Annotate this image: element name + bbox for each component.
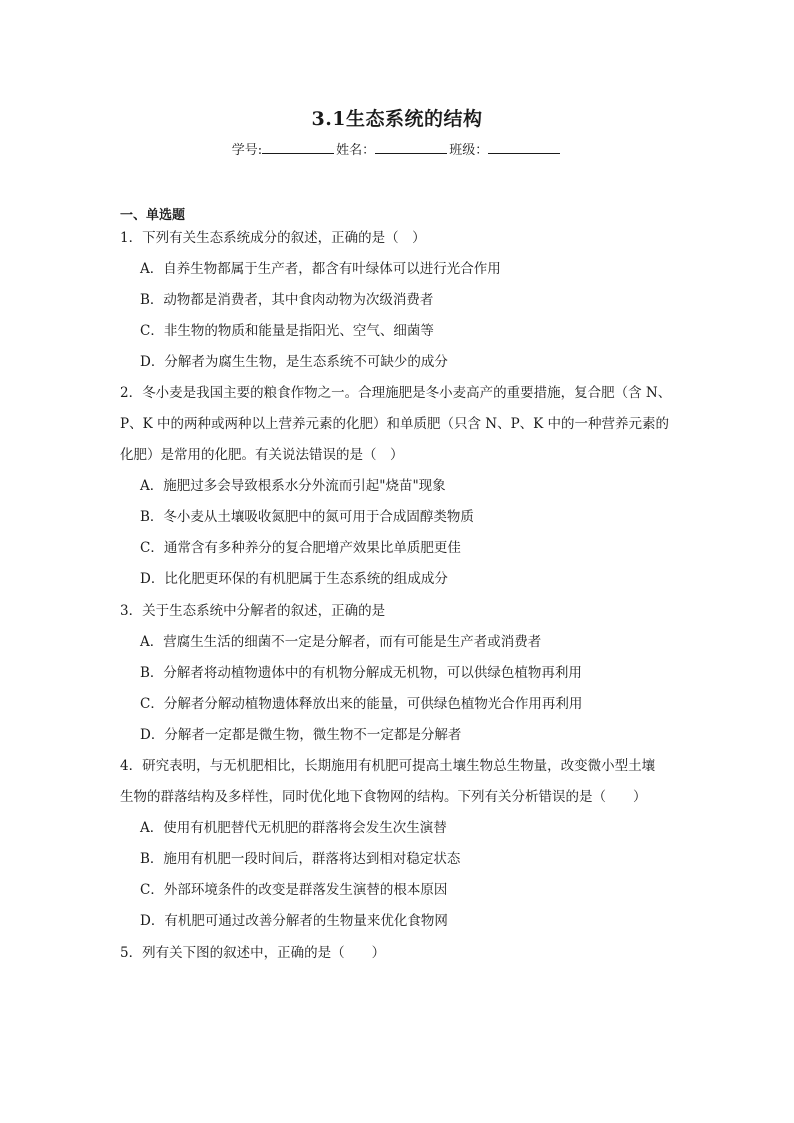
question-3-option-a: A．营腐生生活的细菌不一定是分解者，而有可能是生产者或消费者	[140, 634, 542, 650]
question-4	[120, 751, 676, 813]
student-no-label: 学号:	[231, 143, 263, 158]
name-blank	[375, 140, 447, 154]
question-1-option-b: B．动物都是消费者，其中食肉动物为次级消费者	[140, 292, 434, 308]
question-4-option-b: B．施用有机肥一段时间后，群落将达到相对稳定状态	[140, 851, 461, 867]
question-3-line-1: 3．关于生态系统中分解者的叙述，正确的是	[120, 603, 386, 619]
question-2-line-2: P、K 中的两种或两种以上营养元素的化肥）和单质肥（只含 N、P、K 中的一种营养元素的	[120, 416, 670, 432]
page-title: 3.1生态系统的结构	[311, 108, 483, 130]
question-3-option-c: C．分解者分解动植物遗体释放出来的能量，可供绿色植物光合作用再利用	[140, 696, 583, 712]
question-1-option-d: D．分解者为腐生生物，是生态系统不可缺少的成分	[140, 354, 448, 370]
student-info-line	[0, 139, 794, 158]
question-2-line-3: 化肥）是常用的化肥。有关说法错误的是（ ）	[120, 447, 404, 463]
question-4-line-2: 生物的群落结构及多样性，同时优化地下食物网的结构。下列有关分析错误的是（ ）	[120, 789, 647, 805]
question-2-line-1: 2．冬小麦是我国主要的粮食作物之一。合理施肥是冬小麦高产的重要措施，复合肥（含 N、	[120, 385, 672, 401]
question-4-option-a: A．使用有机肥替代无机肥的群落将会发生次生演替	[140, 820, 447, 836]
question-2-option-c: C．通常含有多种养分的复合肥增产效果比单质肥更佳	[140, 540, 461, 556]
question-1-option-c: C．非生物的物质和能量是指阳光、空气、细菌等	[140, 323, 434, 339]
class-blank	[488, 140, 560, 154]
question-5	[120, 938, 676, 969]
question-1-line-1: 1．下列有关生态系统成分的叙述，正确的是（ ）	[120, 230, 426, 246]
class-label: 班级：	[449, 143, 489, 158]
question-4-option-c: C．外部环境条件的改变是群落发生演替的根本原因	[140, 882, 448, 898]
question-4-option-d: D．有机肥可通过改善分解者的生物量来优化食物网	[140, 913, 448, 929]
section-heading: 一、单选题	[120, 208, 186, 223]
question-5-line-1: 5．列有关下图的叙述中，正确的是（ ）	[120, 945, 386, 961]
question-2-option-b: B．冬小麦从土壤吸收氮肥中的氮可用于合成固醇类物质	[140, 509, 474, 525]
student-no-blank	[262, 140, 334, 154]
question-1	[120, 223, 676, 254]
question-2-option-a: A．施肥过多会导致根系水分外流而引起"烧苗"现象	[140, 478, 446, 494]
name-label: 姓名：	[336, 143, 376, 158]
question-3-option-b: B．分解者将动植物遗体中的有机物分解成无机物，可以供绿色植物再利用	[140, 665, 582, 681]
question-2	[120, 378, 676, 471]
question-1-option-a: A．自养生物都属于生产者，都含有叶绿体可以进行光合作用	[140, 261, 501, 277]
question-2-option-d: D．比化肥更环保的有机肥属于生态系统的组成成分	[140, 571, 448, 587]
question-3	[120, 596, 676, 627]
question-4-line-1: 4．研究表明，与无机肥相比，长期施用有机肥可提高土壤生物总生物量，改变微小型土壤	[120, 758, 656, 774]
question-3-option-d: D．分解者一定都是微生物，微生物不一定都是分解者	[140, 727, 462, 743]
